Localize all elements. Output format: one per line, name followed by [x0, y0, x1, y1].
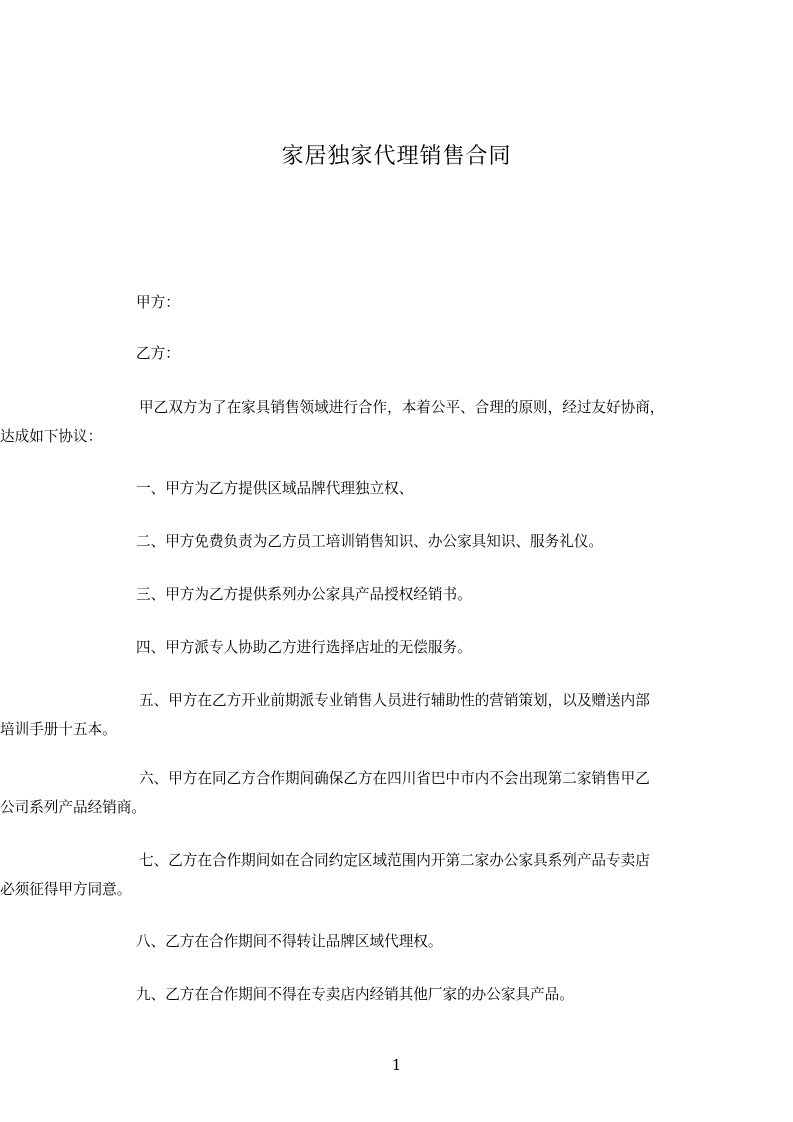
- clause-9: [136, 980, 711, 1009]
- clause-6-line-1: 六、甲方在同乙方合作期间确保乙方在四川省巴中市内不会出现第二家销售甲乙: [139, 770, 650, 787]
- clause-3: [136, 580, 711, 609]
- party-a-line: [136, 288, 711, 317]
- clause-2: [136, 527, 711, 556]
- party-a-label: 甲方：: [136, 294, 180, 311]
- intro-line-2: 达成如下协议：: [0, 428, 103, 445]
- clause-8-line-1: 八、乙方在合作期间不得转让品牌区域代理权。: [136, 933, 443, 950]
- document-title: 家居独家代理销售合同: [281, 144, 512, 169]
- clause-8: [136, 927, 711, 956]
- clause-5: [0, 686, 714, 744]
- clause-5-line-1: 五、甲方在乙方开业前期派专业销售人员进行辅助性的营销策划，以及赠送内部: [139, 692, 650, 709]
- clause-4: [136, 633, 711, 662]
- party-b-line: [136, 339, 711, 368]
- clause-7-line-1: 七、乙方在合作期间如在合同约定区域范围内开第二家办公家具系列产品专卖店: [139, 852, 650, 869]
- clause-7: [0, 846, 714, 904]
- intro-line-1: 甲乙双方为了在家具销售领域进行合作，本着公平、合理的原则，经过友好协商，: [139, 399, 665, 416]
- clause-7-line-2: 必须征得甲方同意。: [0, 881, 132, 898]
- party-b-label: 乙方：: [136, 345, 180, 362]
- clause-3-line-1: 三、甲方为乙方提供系列办公家具产品授权经销书。: [136, 586, 472, 603]
- clause-5-line-2: 培训手册十五本。: [0, 721, 117, 738]
- clause-4-line-1: 四、甲方派专人协助乙方进行选择店址的无偿服务。: [136, 639, 472, 656]
- intro-paragraph: [0, 393, 714, 451]
- page-number: 1: [391, 1056, 402, 1074]
- clause-6-line-2: 公司系列产品经销商。: [0, 799, 146, 816]
- clause-1-line-1: 一、甲方为乙方提供区域品牌代理独立权、: [136, 480, 414, 497]
- clause-2-line-1: 二、甲方免费负责为乙方员工培训销售知识、办公家具知识、服务礼仪。: [136, 533, 604, 550]
- clause-6: [0, 764, 714, 822]
- clause-1: [136, 474, 711, 503]
- clause-9-line-1: 九、乙方在合作期间不得在专卖店内经销其他厂家的办公家具产品。: [136, 986, 574, 1003]
